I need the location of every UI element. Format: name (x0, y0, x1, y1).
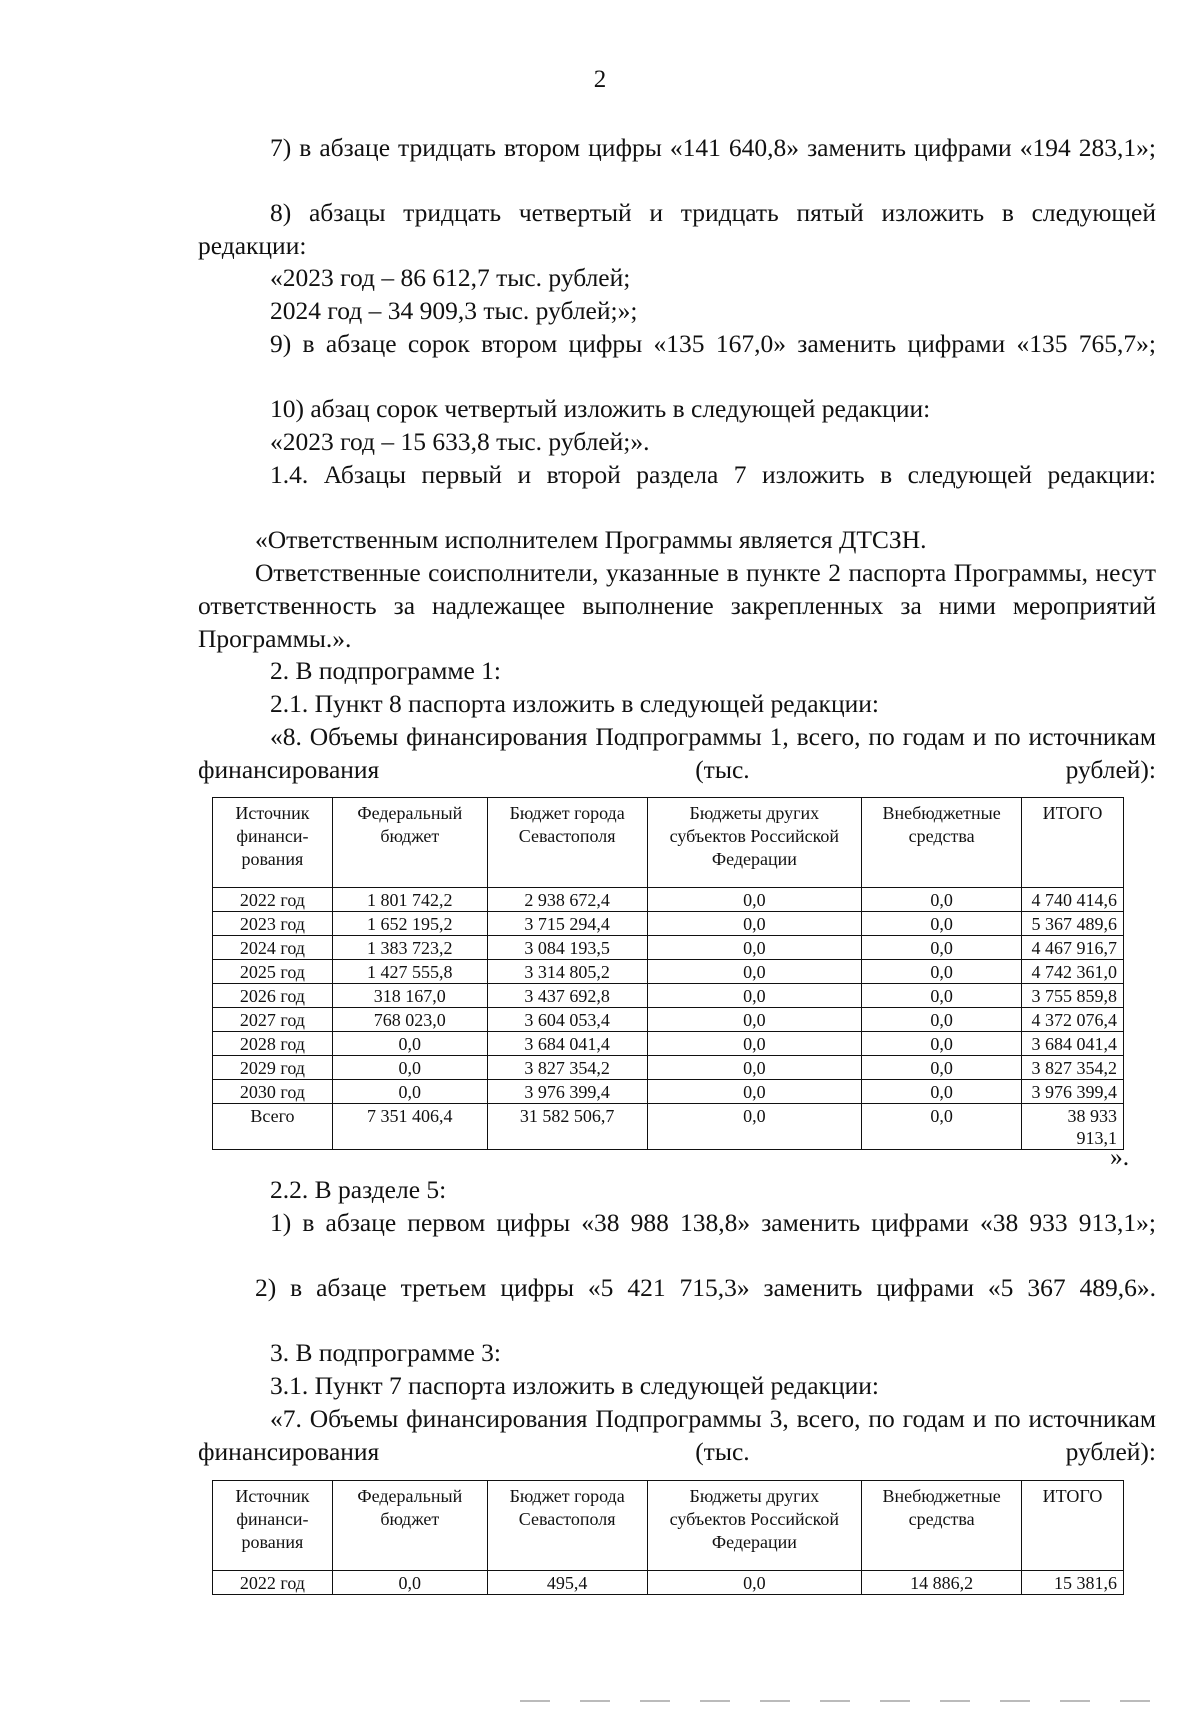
paragraph-2-2: 2.2. В разделе 5: (270, 1175, 447, 1204)
table-closing-quote: ». (1110, 1142, 1130, 1171)
cell-total: 5 367 489,6 (1022, 912, 1124, 936)
paragraph-volumes-1: «8. Объемы финансирования Подпрограммы 1, всего, по годам и по источникам финансирования (тыс. рублей): (198, 722, 1156, 784)
paragraph-2-2-2: 2) в абзаце третьем цифры «5 421 715,3» заменить цифрами «5 367 489,6». (255, 1273, 1156, 1302)
cell-city: 31 582 506,7 (487, 1104, 647, 1150)
cell-total: 4 467 916,7 (1022, 936, 1124, 960)
header-city: Бюджет города Севастополя (487, 1481, 647, 1571)
cell-total: 3 684 041,4 (1022, 1032, 1124, 1056)
table-row (213, 1008, 1124, 1032)
table-row (213, 936, 1124, 960)
cell-other: 0,0 (647, 1080, 862, 1104)
financing-table-subprogram-1 (212, 797, 1124, 1150)
cell-federal: 768 023,0 (332, 1008, 487, 1032)
table-row (213, 912, 1124, 936)
paragraph-10: 10) абзац сорок четвертый изложить в следующей редакции: (270, 394, 931, 423)
paragraph-quote-2023-b: «2023 год – 15 633,8 тыс. рублей;». (270, 427, 650, 456)
paragraph-subprogram-3: 3. В подпрограмме 3: (270, 1338, 501, 1367)
cell-federal: 1 383 723,2 (332, 936, 487, 960)
header-source: Источник финанси-рования (213, 1481, 333, 1571)
cell-federal: 1 801 742,2 (332, 888, 487, 912)
cell-extra: 0,0 (862, 888, 1022, 912)
cell-total: 3 976 399,4 (1022, 1080, 1124, 1104)
cell-other: 0,0 (647, 1032, 862, 1056)
paragraph-8: 8) абзацы тридцать четвертый и тридцать пятый изложить в следующей редакции: (198, 198, 1156, 260)
cell-extra: 14 886,2 (862, 1571, 1022, 1595)
table-row (213, 1032, 1124, 1056)
cell-extra: 0,0 (862, 936, 1022, 960)
table-row (213, 1080, 1124, 1104)
paragraph-responsible: «Ответственным исполнителем Программы является ДТСЗН. (255, 525, 927, 554)
header-federal: Федеральный бюджет (332, 798, 487, 888)
cell-other: 0,0 (647, 1571, 862, 1595)
paragraph-quote-2023: «2023 год – 86 612,7 тыс. рублей; (270, 263, 631, 292)
financing-table-subprogram-3 (212, 1480, 1124, 1595)
paragraph-subprogram-1: 2. В подпрограмме 1: (270, 656, 501, 685)
cell-other: 0,0 (647, 888, 862, 912)
cell-city: 3 084 193,5 (487, 936, 647, 960)
cell-extra: 0,0 (862, 1008, 1022, 1032)
table-header-row (213, 798, 1124, 888)
cell-city: 3 684 041,4 (487, 1032, 647, 1056)
header-other-subjects: Бюджеты других субъектов Российской Федерации (647, 798, 862, 888)
page-number: 2 (593, 66, 607, 93)
cell-city: 2 938 672,4 (487, 888, 647, 912)
table-row (213, 1571, 1124, 1595)
cell-year: 2028 год (213, 1032, 333, 1056)
header-total: ИТОГО (1022, 1481, 1124, 1571)
cell-year: 2030 год (213, 1080, 333, 1104)
paragraph-volumes-3: «7. Объемы финансирования Подпрограммы 3, всего, по годам и по источникам финансирования (тыс. рублей): (198, 1404, 1156, 1466)
paragraph-2-2-1: 1) в абзаце первом цифры «38 988 138,8» заменить цифрами «38 933 913,1»; (270, 1208, 1156, 1237)
paragraph-9: 9) в абзаце сорок втором цифры «135 167,0» заменить цифрами «135 765,7»; (270, 329, 1156, 358)
scan-artifact-line (520, 1700, 1160, 1702)
cell-other: 0,0 (647, 1056, 862, 1080)
table-row (213, 984, 1124, 1008)
cell-other: 0,0 (647, 1008, 862, 1032)
cell-extra: 0,0 (862, 984, 1022, 1008)
cell-federal: 318 167,0 (332, 984, 487, 1008)
paragraph-3-1: 3.1. Пункт 7 паспорта изложить в следующей редакции: (270, 1371, 879, 1400)
cell-total: 15 381,6 (1022, 1571, 1124, 1595)
cell-year: 2022 год (213, 1571, 333, 1595)
cell-extra: 0,0 (862, 912, 1022, 936)
header-extrabudgetary: Внебюджетные средства (862, 1481, 1022, 1571)
cell-city: 3 715 294,4 (487, 912, 647, 936)
cell-city: 3 314 805,2 (487, 960, 647, 984)
header-extrabudgetary: Внебюджетные средства (862, 798, 1022, 888)
cell-city: 3 827 354,2 (487, 1056, 647, 1080)
header-city: Бюджет города Севастополя (487, 798, 647, 888)
cell-year: 2027 год (213, 1008, 333, 1032)
cell-extra: 0,0 (862, 960, 1022, 984)
cell-other: 0,0 (647, 960, 862, 984)
cell-total: 3 827 354,2 (1022, 1056, 1124, 1080)
cell-year: 2029 год (213, 1056, 333, 1080)
table-row (213, 1056, 1124, 1080)
header-total: ИТОГО (1022, 798, 1124, 888)
cell-federal: 0,0 (332, 1056, 487, 1080)
paragraph-2-1: 2.1. Пункт 8 паспорта изложить в следующей редакции: (270, 689, 879, 718)
paragraph-1-4: 1.4. Абзацы первый и второй раздела 7 изложить в следующей редакции: (270, 460, 1156, 489)
cell-city: 3 976 399,4 (487, 1080, 647, 1104)
cell-federal: 1 427 555,8 (332, 960, 487, 984)
cell-federal: 0,0 (332, 1571, 487, 1595)
cell-extra: 0,0 (862, 1080, 1022, 1104)
cell-other: 0,0 (647, 912, 862, 936)
cell-year: 2025 год (213, 960, 333, 984)
cell-total: 4 742 361,0 (1022, 960, 1124, 984)
table-total-row (213, 1104, 1124, 1150)
paragraph-quote-2024: 2024 год – 34 909,3 тыс. рублей;»; (270, 296, 638, 325)
cell-city: 495,4 (487, 1571, 647, 1595)
cell-year: 2023 год (213, 912, 333, 936)
table-row (213, 960, 1124, 984)
header-other-subjects: Бюджеты других субъектов Российской Федерации (647, 1481, 862, 1571)
cell-federal: 0,0 (332, 1032, 487, 1056)
cell-year: Всего (213, 1104, 333, 1150)
cell-year: 2026 год (213, 984, 333, 1008)
cell-total: 4 372 076,4 (1022, 1008, 1124, 1032)
cell-year: 2022 год (213, 888, 333, 912)
cell-extra: 0,0 (862, 1032, 1022, 1056)
table-header-row (213, 1481, 1124, 1571)
paragraph-7: 7) в абзаце тридцать втором цифры «141 640,8» заменить цифрами «194 283,1»; (270, 133, 1156, 162)
table-row (213, 888, 1124, 912)
cell-federal: 1 652 195,2 (332, 912, 487, 936)
header-federal: Федеральный бюджет (332, 1481, 487, 1571)
cell-total: 3 755 859,8 (1022, 984, 1124, 1008)
cell-year: 2024 год (213, 936, 333, 960)
cell-extra: 0,0 (862, 1056, 1022, 1080)
cell-total: 38 933 913,1 (1022, 1104, 1124, 1150)
cell-other: 0,0 (647, 1104, 862, 1150)
cell-federal: 0,0 (332, 1080, 487, 1104)
cell-extra: 0,0 (862, 1104, 1022, 1150)
header-source: Источник финанси-рования (213, 798, 333, 888)
cell-total: 4 740 414,6 (1022, 888, 1124, 912)
cell-federal: 7 351 406,4 (332, 1104, 487, 1150)
cell-city: 3 437 692,8 (487, 984, 647, 1008)
cell-other: 0,0 (647, 984, 862, 1008)
cell-other: 0,0 (647, 936, 862, 960)
paragraph-co-executors: Ответственные соисполнители, указанные в пункте 2 паспорта Программы, несут ответственность за надлежащее выполнение закрепленных за ними мероприятий Программы.». (198, 558, 1156, 653)
cell-city: 3 604 053,4 (487, 1008, 647, 1032)
